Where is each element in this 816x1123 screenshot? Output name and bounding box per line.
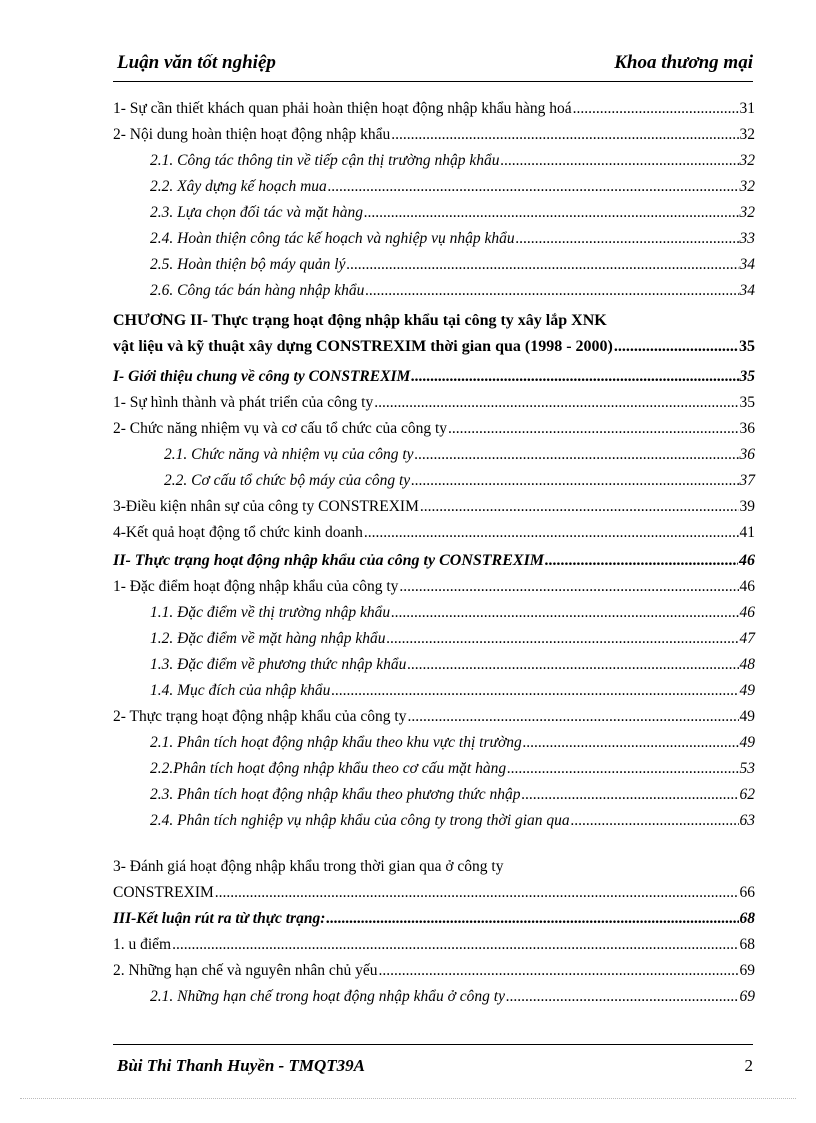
chapter-heading-line2: vật liệu và kỹ thuật xây dựng CONSTREXIM thời gian qua (1998 - 2000) ..... 35 [113, 338, 755, 364]
toc-entry: 2.6. Công tác bán hàng nhập khẩu ..... 34 [150, 282, 755, 308]
toc-entry: 2.1. Công tác thông tin về tiếp cận thị trường nhập khẩu ..... 32 [150, 152, 755, 178]
header-rule [113, 81, 753, 82]
toc-entry: 1- Sự cần thiết khách quan phải hoàn thiện hoạt động nhập khẩu hàng hoá ..... 31 [113, 100, 755, 126]
toc-entry: 4-Kết quả hoạt động tổ chức kinh doanh ..... 41 [113, 524, 755, 550]
toc-entry-wrapped-line1: 3- Đánh giá hoạt động nhập khẩu trong thời gian qua ở công ty [113, 858, 504, 875]
toc-entry: 2.5. Hoàn thiện bộ máy quản lý ..... 34 [150, 256, 755, 282]
toc-entry: 1. u điểm ..... 68 [113, 936, 755, 962]
toc-entry: 2- Nội dung hoàn thiện hoạt động nhập khẩu ..... 32 [113, 126, 755, 152]
toc-entry: 2.1. Những hạn chế trong hoạt động nhập khẩu ở công ty ..... 69 [150, 988, 755, 1014]
toc-entry: 2.3. Phân tích hoạt động nhập khẩu theo phương thức nhập ..... 62 [150, 786, 755, 812]
toc-entry: 1.2. Đặc điểm về mặt hàng nhập khẩu ..... 47 [150, 630, 755, 656]
header-right-title: Khoa thương mại [614, 52, 753, 73]
toc-entry: 2- Thực trạng hoạt động nhập khẩu của công ty ..... 49 [113, 708, 755, 734]
toc-entry: 2.4. Hoàn thiện công tác kế hoạch và nghiệp vụ nhập khẩu ..... 33 [150, 230, 755, 256]
footer-author: Bùi Thi Thanh Huyền - TMQT39A [117, 1056, 365, 1075]
toc-entry-wrapped-line2: CONSTREXIM ..... 66 [113, 884, 755, 910]
toc-entry: 2.3. Lựa chọn đối tác và mặt hàng ..... 32 [150, 204, 755, 230]
chapter-heading-line1: CHƯƠNG II- Thực trạng hoạt động nhập khẩu tại công ty xây lắp XNK [113, 312, 607, 329]
toc-section-heading: II- Thực trạng hoạt động nhập khẩu của công ty CONSTREXIM ..... 46 [113, 552, 755, 578]
page-edge-divider [20, 1098, 796, 1099]
toc-entry: 2.1. Phân tích hoạt động nhập khẩu theo khu vực thị trường ..... 49 [150, 734, 755, 760]
footer-rule [113, 1044, 753, 1045]
header-left-title: Luận văn tốt nghiệp [117, 52, 276, 73]
toc-entry: 2.2. Cơ cấu tổ chức bộ máy của công ty ..... 37 [164, 472, 755, 498]
page-footer [113, 1056, 753, 1082]
toc-section-heading: I- Giới thiệu chung về công ty CONSTREXIM ..... 35 [113, 368, 755, 394]
toc-entry: 1- Sự hình thành và phát triển của công ty ..... 35 [113, 394, 755, 420]
toc-entry: 3-Điều kiện nhân sự của công ty CONSTREXIM ..... 39 [113, 498, 755, 524]
toc-entry: 2.4. Phân tích nghiệp vụ nhập khẩu của công ty trong thời gian qua ..... 63 [150, 812, 755, 838]
page-header [113, 52, 753, 80]
toc-entry: 1.3. Đặc điểm về phương thức nhập khẩu ..... 48 [150, 656, 755, 682]
toc-entry: 2.1. Chức năng và nhiệm vụ của công ty ..... 36 [164, 446, 755, 472]
toc-entry: 1.1. Đặc điểm về thị trường nhập khẩu ..... 46 [150, 604, 755, 630]
toc-entry: 2- Chức năng nhiệm vụ và cơ cấu tổ chức của công ty ..... 36 [113, 420, 755, 446]
page-number: 2 [744, 1056, 753, 1075]
toc-entry: 1- Đặc điểm hoạt động nhập khẩu của công ty ..... 46 [113, 578, 755, 604]
toc-entry: 2.2.Phân tích hoạt động nhập khẩu theo cơ cấu mặt hàng ..... 53 [150, 760, 755, 786]
toc-section-heading: III-Kết luận rút ra từ thực trạng: ..... 68 [113, 910, 755, 936]
toc-entry: 1.4. Mục đích của nhập khẩu ..... 49 [150, 682, 755, 708]
toc-entry: 2. Những hạn chế và nguyên nhân chủ yếu ..... 69 [113, 962, 755, 988]
toc-entry: 2.2. Xây dựng kế hoạch mua ..... 32 [150, 178, 755, 204]
